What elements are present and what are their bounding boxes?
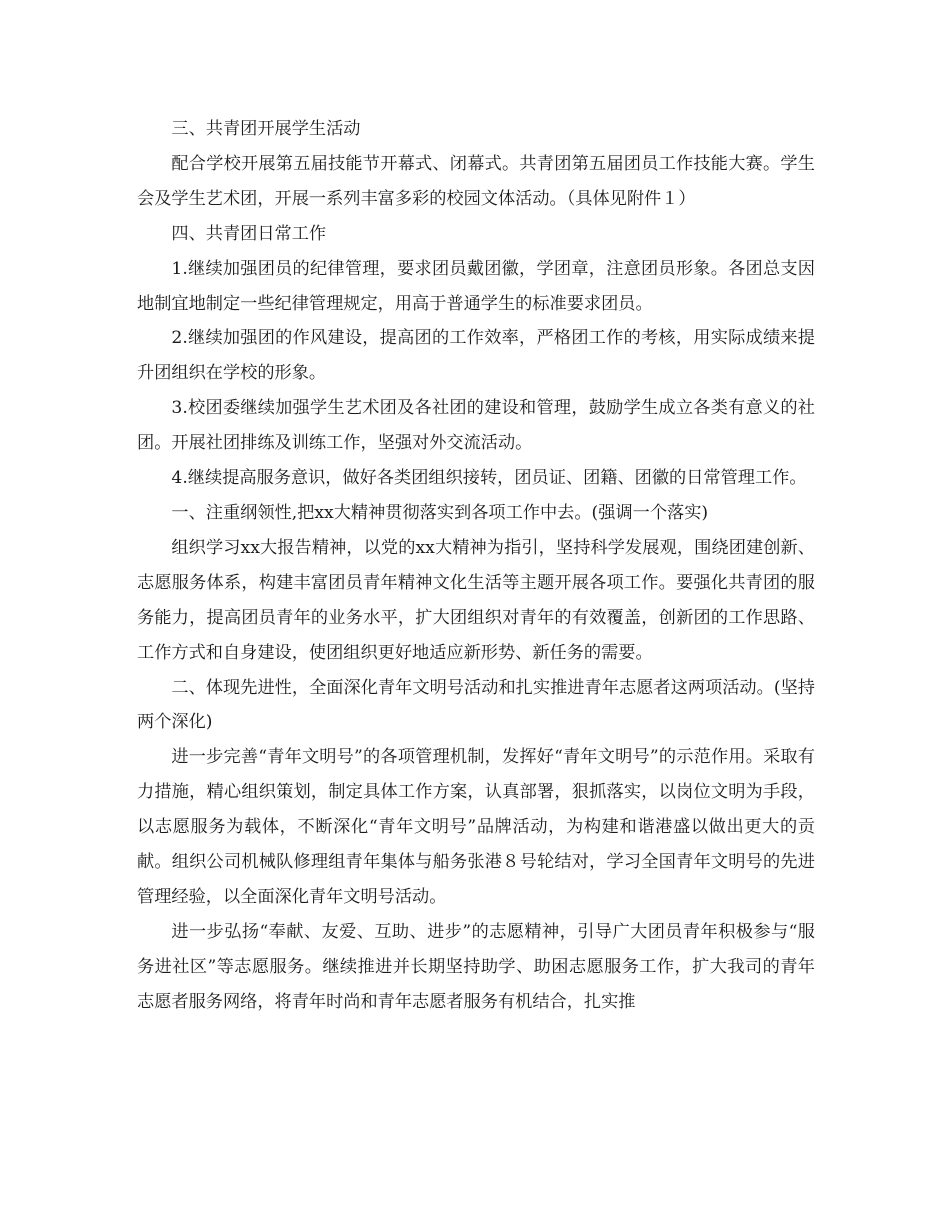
list-item-3: 3.校团委继续加强学生艺术团及各社团的建设和管理，鼓励学生成立各类有意义的社团。开展社团排练及训练工作，坚强对外交流活动。 [137,398,815,454]
body-paragraph: 进一步完善“青年文明号”的各项管理机制，发挥好“青年文明号”的示范作用。采取有力措施，精心组织策划，制定具体工作方案，认真部署，狠抓落实，以岗位文明为手段，以志愿服务为载体，不断深化“青年文明号”品牌活动，为构建和谐港盛以做出更大的贡献。组织公司机械队修理组青年集体与船务张港８号轮结对，学习全国青年文明号的先进管理经验，以全面深化青年文明号活动。 [137,747,815,907]
body-paragraph: 进一步弘扬“奉献、友爱、互助、进步”的志愿精神，引导广大团员青年积极参与“服务进社区”等志愿服务。继续推进并长期坚持助学、助困志愿服务工作，扩大我司的青年志愿者服务网络，将青年时尚和青年志愿者服务有机结合，扎实推 [137,921,815,1012]
list-item-1: 1.继续加强团员的纪律管理，要求团员戴团徽，学团章，注意团员形象。各团总支因地制宜地制定一些纪律管理规定，用高于普通学生的标准要求团员。 [137,258,815,314]
document-body [137,112,815,1020]
section-heading-4: 四、共青团日常工作 [171,223,327,244]
list-item-4: 4.继续提高服务意识，做好各类团组织接转，团员证、团籍、团徽的日常管理工作。 [171,468,807,489]
body-paragraph: 组织学习xx大报告精神，以党的xx大精神为指引，坚持科学发展观，围绕团建创新、志愿服务体系，构建丰富团员青年精神文化生活等主题开展各项工作。要强化共青团的服务能力，提高团员青年的业务水平，扩大团组织对青年的有效覆盖，创新团的工作思路、工作方式和自身建设，使团组织更好地适应新形势、新任务的需要。 [137,537,815,663]
section-heading-3: 三、共青团开展学生活动 [171,119,361,139]
body-paragraph: 配合学校开展第五届技能节开幕式、闭幕式。共青团第五届团员工作技能大赛。学生会及学生艺术团，开展一系列丰富多彩的校园文体活动。（具体见附件１） [137,153,815,209]
section-heading-1: 一、注重纲领性,把xx大精神贯彻落实到各项工作中去。(强调一个落实) [171,502,709,523]
list-item-2: 2.继续加强团的作风建设，提高团的工作效率，严格团工作的考核，用实际成绩来提升团组织在学校的形象。 [137,328,815,384]
section-heading-2: 二、体现先进性，全面深化青年文明号活动和扎实推进青年志愿者这两项活动。(坚持两个深化) [137,677,815,733]
